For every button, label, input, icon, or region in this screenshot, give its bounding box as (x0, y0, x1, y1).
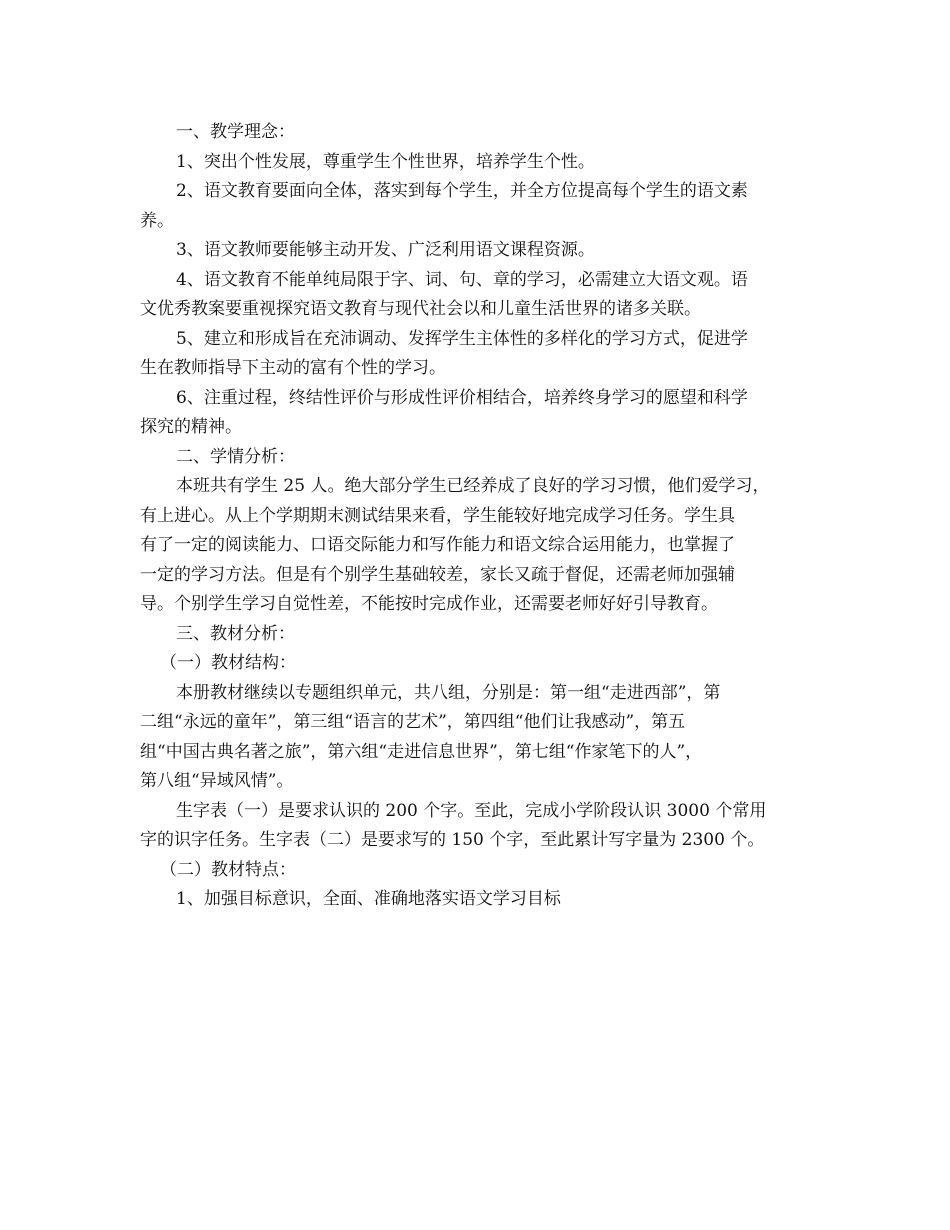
text-line: 6、注重过程，终结性评价与形成性评价相结合，培养终身学习的愿望和科学 (176, 387, 748, 408)
text-line: 养。 (140, 210, 174, 231)
text-line: 4、语文教育不能单纯局限于字、词、句、章的学习，必需建立大语文观。语 (176, 269, 748, 290)
text-line: 导。个别学生学习自觉性差，不能按时完成作业，还需要老师好好引导教育。 (140, 594, 718, 614)
text-line: 5、建立和形成旨在充沛调动、发挥学生主体性的多样化的学习方式，促进学 (176, 328, 748, 349)
text-line: 第八组“异域风情”。 (140, 771, 294, 791)
text-line: 一、教学理念： (176, 122, 295, 142)
text-line: 1、加强目标意识，全面、准确地落实语文学习目标 (176, 889, 561, 909)
text-line: （一）教材结构： (160, 653, 296, 673)
text-line: 字的识字任务。生字表（二）是要求写的 150 个字，至此累计写字量为 2300 个。 (140, 830, 765, 850)
text-line: 生在教师指导下主动的富有个性的学习。 (140, 358, 446, 378)
text-line: 二组“永远的童年”，第三组“语言的艺术”，第四组“他们让我感动”，第五 (140, 712, 686, 732)
text-line: 文优秀教案要重视探究语文教育与现代社会以和儿童生活世界的诸多关联。 (140, 299, 701, 319)
text-line: 1、突出个性发展，尊重学生个性世界，培养学生个性。 (176, 151, 595, 172)
text-line: 本班共有学生 25 人。绝大部分学生已经养成了良好的学习习惯，他们爱学习， (176, 476, 770, 496)
document-body (140, 118, 812, 915)
text-line: 生字表（一）是要求认识的 200 个字。至此，完成小学阶段认识 3000 个常用 (176, 800, 767, 821)
text-line: 3、语文教师要能够主动开发、广泛利用语文课程资源。 (176, 240, 595, 260)
text-line: 有了一定的阅读能力、口语交际能力和写作能力和语文综合运用能力，也掌握了 (140, 535, 735, 555)
text-line: 探究的精神。 (140, 417, 242, 437)
text-line: 2、语文教育要面向全体，落实到每个学生，并全方位提高每个学生的语文素 (176, 181, 748, 201)
text-line: 三、教材分析： (176, 623, 295, 644)
text-line: 本册教材继续以专题组织单元，共八组，分别是：第一组“走进西部”，第 (176, 682, 721, 703)
text-line: （二）教材特点： (160, 859, 296, 880)
text-line: 组“中国古典名著之旅”，第六组“走进信息世界”，第七组“作家笔下的人”， (140, 741, 703, 762)
text-line: 二、学情分析： (176, 446, 295, 467)
text-line: 有上进心。从上个学期期末测试结果来看，学生能较好地完成学习任务。学生具 (140, 505, 735, 526)
text-line: 一定的学习方法。但是有个别学生基础较差，家长又疏于督促，还需老师加强辅 (140, 564, 735, 585)
